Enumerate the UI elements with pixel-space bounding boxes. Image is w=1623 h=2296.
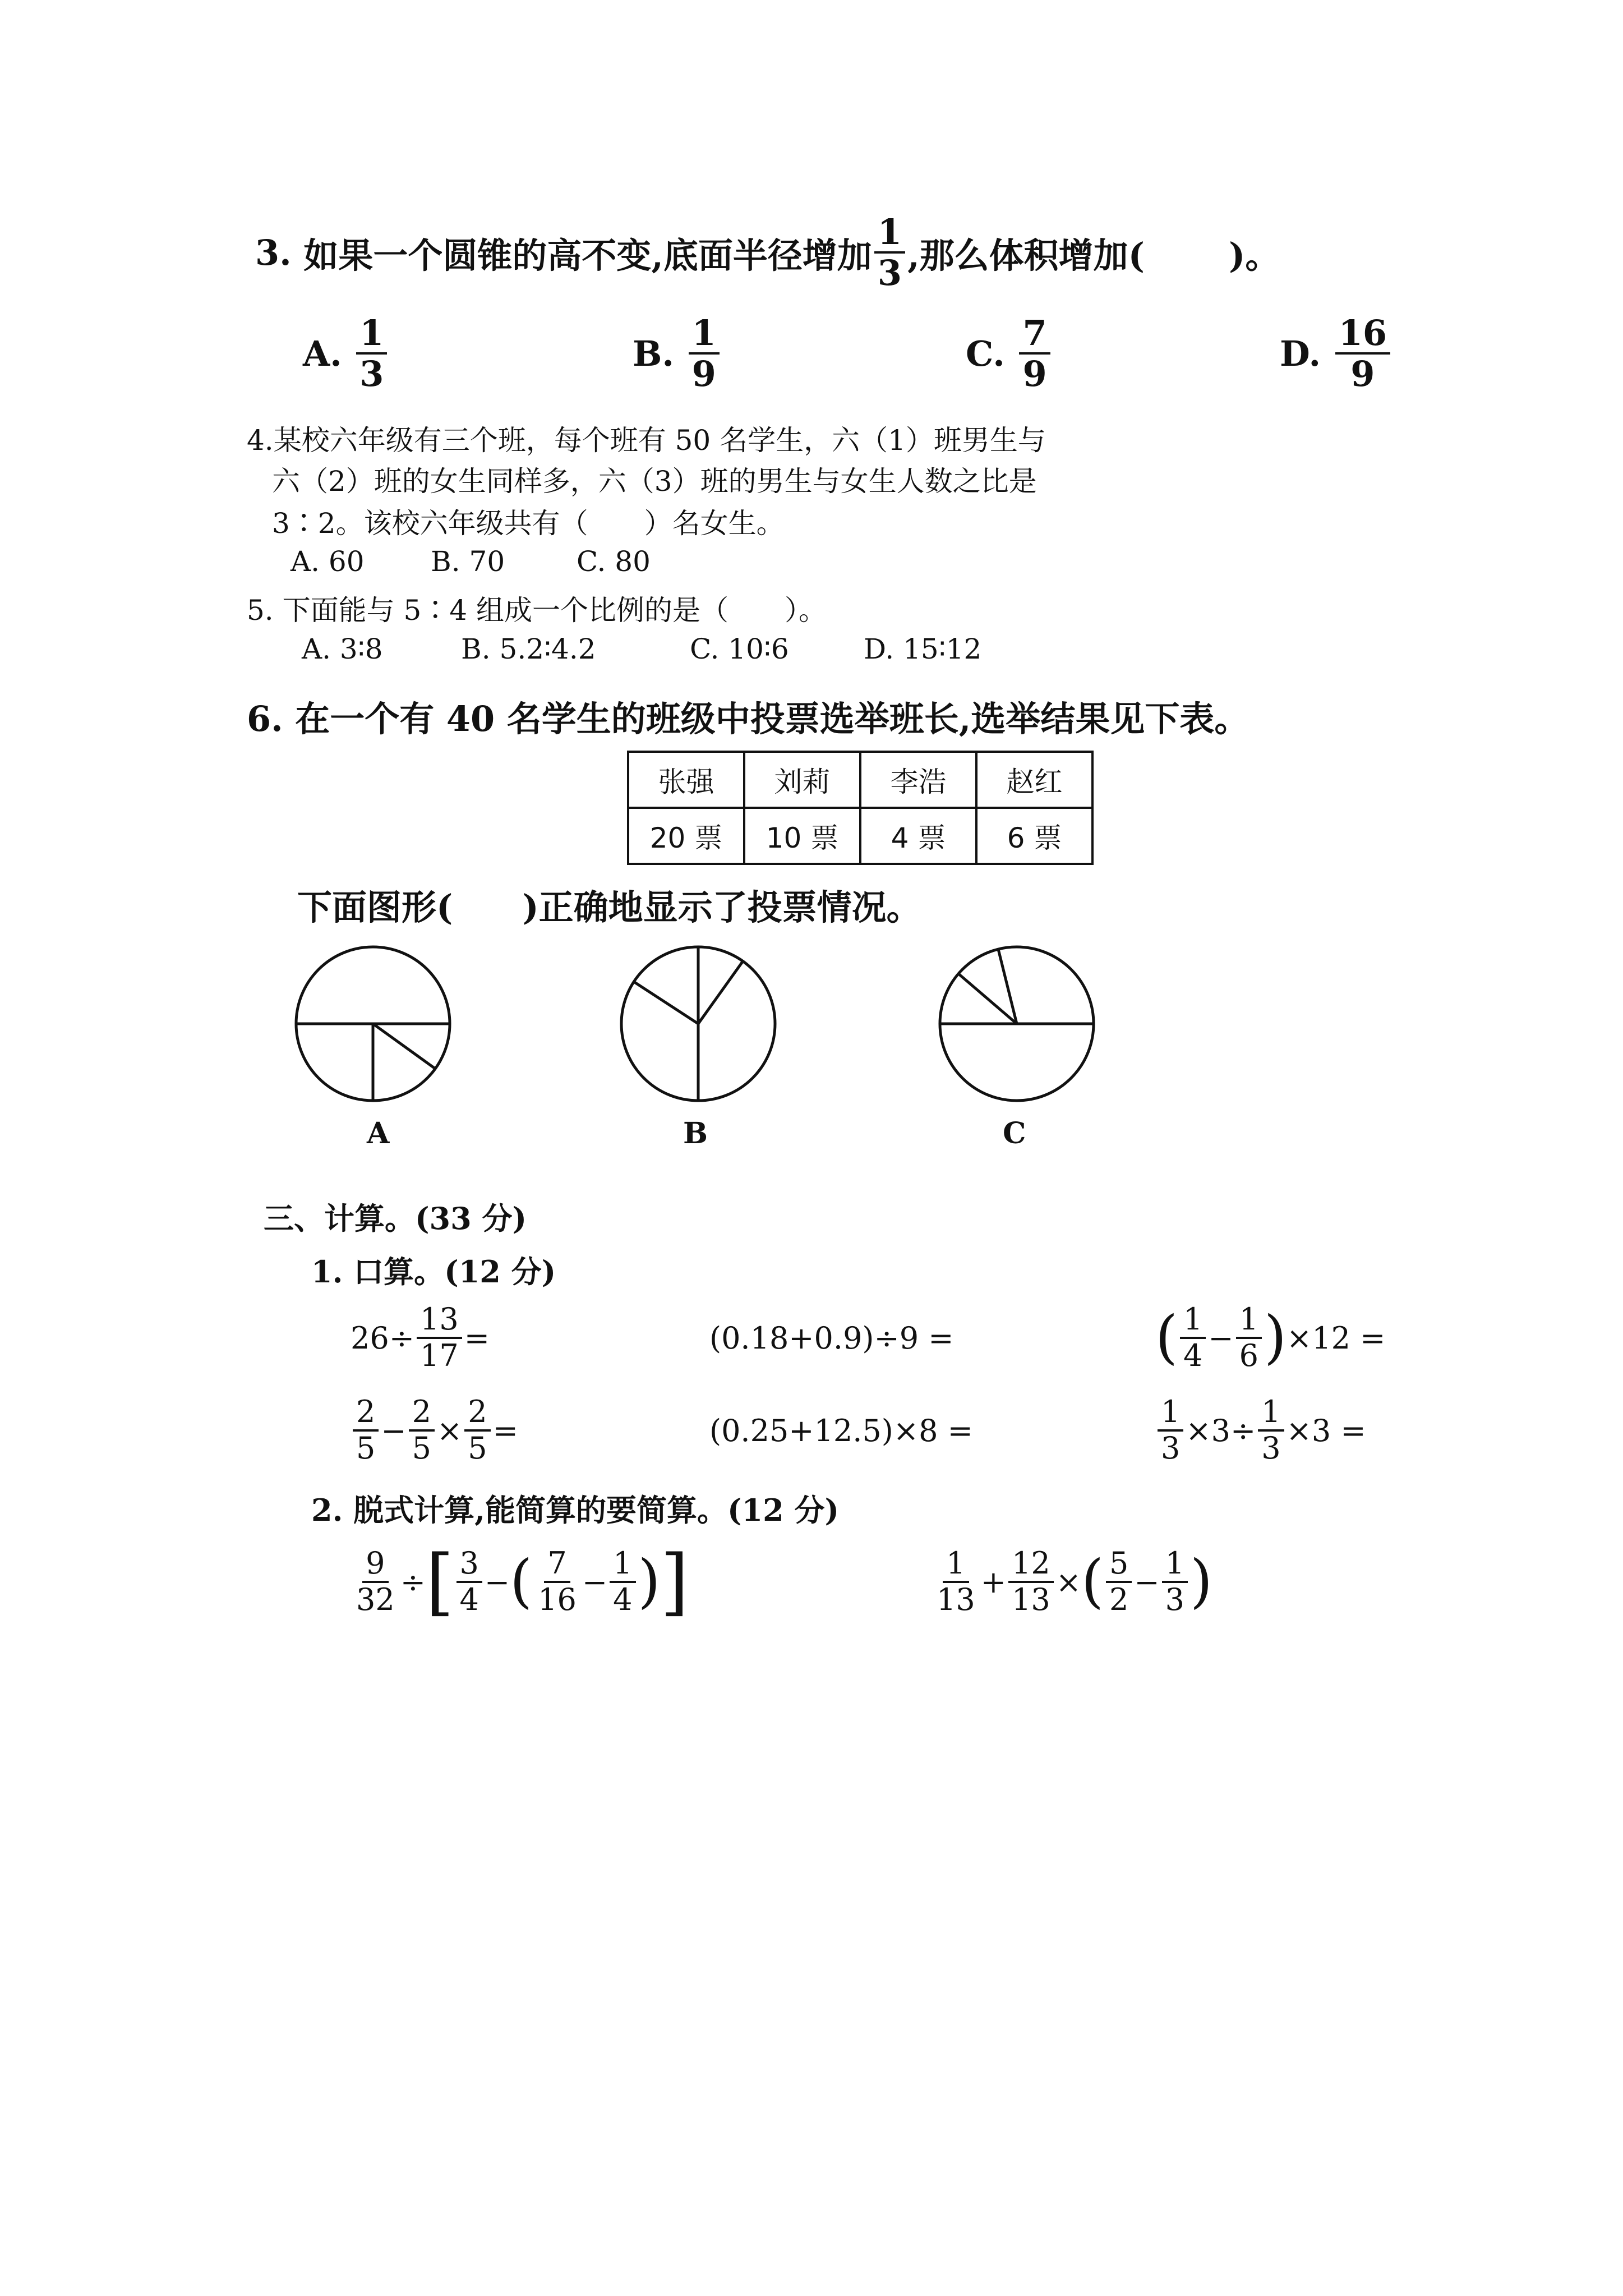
table-cell: 20 票 — [628, 808, 744, 864]
pie-diagram-a[interactable] — [292, 942, 454, 1105]
written-calc-1[interactable]: $\frac{9}{32}$ ÷ [ $\frac{3}{4}$ − ( $\frac{7}{16}$ − $\frac{1}{4}$ ) ] — [356, 1539, 689, 1625]
q4-line-1: 4.某校六年级有三个班，每个班有 50 名学生，六（1）班男生与 — [247, 424, 1046, 457]
section-3-subtitle-1: 1. 口算。(12 分) — [311, 1254, 556, 1290]
section-3-subtitle-2: 2. 脱式计算,能简算的要简算。(12 分) — [311, 1492, 840, 1528]
q3-text-before: 如果一个圆锥的高不变,底面半径增加 — [303, 234, 872, 276]
q4-option-c[interactable]: C. 80 — [577, 545, 651, 578]
vote-table-votes-row — [628, 808, 1092, 864]
table-cell: 刘莉 — [744, 752, 860, 808]
q3-closing: )。 — [1228, 234, 1280, 276]
pie-label-c: C — [1003, 1116, 1026, 1151]
pie-diagram-b[interactable] — [617, 942, 780, 1105]
table-cell: 赵红 — [976, 752, 1092, 808]
table-cell: 张强 — [628, 752, 744, 808]
q5-stem: 5. 下面能与 5∶4 组成一个比例的是（ ）。 — [247, 594, 827, 627]
q4-line-3: 3∶2。该校六年级共有（ ）名女生。 — [272, 507, 785, 540]
q3-fraction: $\frac{1}{3}$ — [874, 214, 905, 291]
q3-number: 3. — [255, 232, 292, 273]
q5-option-d[interactable]: D. 15∶12 — [864, 633, 982, 665]
oral-calc-2[interactable]: (0.18+0.9)÷9 = — [709, 1320, 954, 1356]
oral-calc-3[interactable]: ( $\frac{1}{4}$ − $\frac{1}{6}$ ) ×12 = — [1155, 1301, 1386, 1373]
table-cell: 6 票 — [976, 808, 1092, 864]
pie-diagram-c[interactable] — [935, 942, 1098, 1105]
oral-calc-4[interactable]: $\frac{2}{5}$ − $\frac{2}{5}$ × $\frac{2}{5}$ = — [351, 1388, 518, 1473]
q4-option-a[interactable]: A. 60 — [291, 545, 365, 578]
q4-line-2: 六（2）班的女生同样多，六（3）班的男生与女生人数之比是 — [272, 465, 1037, 498]
q3-text-after: ,那么体积增加( — [907, 234, 1145, 276]
q3-option-c[interactable]: C. $\frac{7}{9}$ — [966, 306, 1053, 401]
oral-calc-5[interactable]: (0.25+12.5)×8 = — [709, 1412, 973, 1448]
q5-option-c[interactable]: C. 10∶6 — [690, 633, 789, 665]
oral-calc-1[interactable]: 26÷ $\frac{13}{17}$ = — [351, 1301, 490, 1373]
table-cell: 10 票 — [744, 808, 860, 864]
q6-prompt: 下面图形( )正确地显示了投票情况。 — [297, 887, 921, 928]
table-cell: 李浩 — [860, 752, 976, 808]
section-3-title: 三、计算。(33 分) — [264, 1200, 527, 1236]
oral-calc-6[interactable]: $\frac{1}{3}$ ×3÷ $\frac{1}{3}$ ×3 = — [1155, 1388, 1366, 1473]
q3-option-d[interactable]: D. $\frac{16}{9}$ — [1280, 306, 1393, 401]
table-cell: 4 票 — [860, 808, 976, 864]
q3-option-b[interactable]: B. $\frac{1}{9}$ — [633, 306, 722, 401]
vote-table-header-row — [628, 752, 1092, 808]
vote-table — [627, 751, 1094, 865]
pie-label-a: A — [367, 1116, 390, 1151]
q4-option-b[interactable]: B. 70 — [431, 545, 505, 578]
q3-option-a[interactable]: A. $\frac{1}{3}$ — [303, 306, 389, 401]
q5-option-a[interactable]: A. 3∶8 — [302, 633, 383, 665]
q3-stem — [255, 202, 1280, 303]
pie-label-b: B — [683, 1116, 708, 1151]
written-calc-2[interactable]: $\frac{1}{13}$ + $\frac{12}{13}$ × ( $\frac{5}{2}$ − $\frac{1}{3}$ ) — [937, 1545, 1212, 1617]
q5-option-b[interactable]: B. 5.2∶4.2 — [461, 633, 596, 665]
q6-stem: 6. 在一个有 40 名学生的班级中投票选举班长,选举结果见下表。 — [247, 698, 1249, 739]
